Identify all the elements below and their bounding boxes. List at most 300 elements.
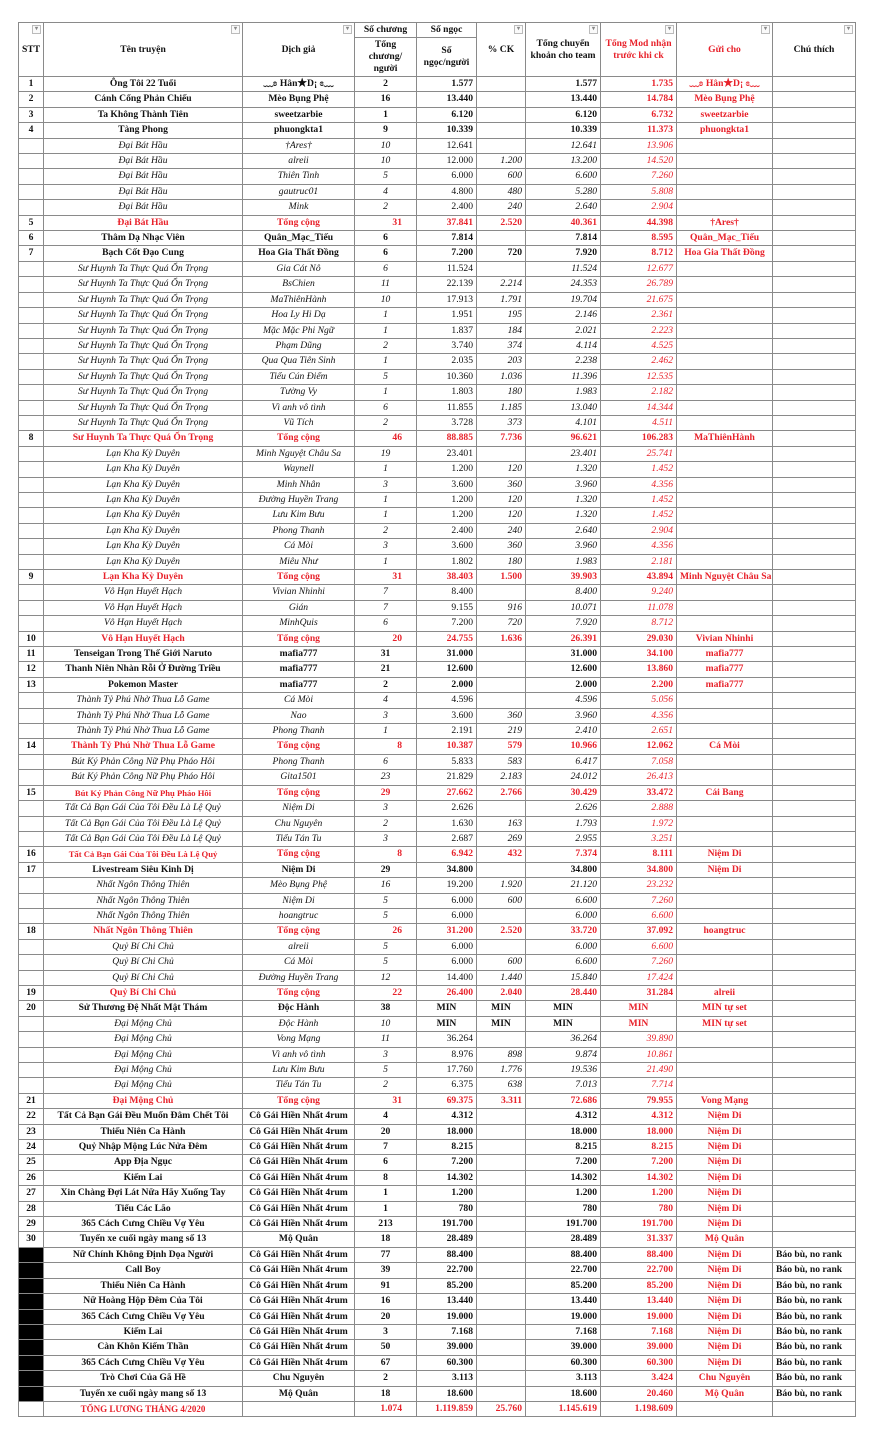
gems-cell[interactable]: 10.387 <box>417 739 477 754</box>
ck-cell[interactable] <box>477 123 526 138</box>
mod-cell[interactable]: 12.535 <box>601 369 677 384</box>
translator-cell[interactable]: Tổng cộng <box>243 1093 355 1108</box>
title-cell[interactable]: Thâm Dạ Nhạc Viên <box>44 231 243 246</box>
translator-cell[interactable]: Tổng cộng <box>243 985 355 1000</box>
mod-cell[interactable]: 34.800 <box>601 862 677 877</box>
translator-cell[interactable]: Tổng cộng <box>243 431 355 446</box>
note-cell[interactable] <box>773 1078 856 1093</box>
transfer-cell[interactable]: 24.353 <box>526 277 601 292</box>
stt-cell[interactable]: 6 <box>19 231 44 246</box>
gems-cell[interactable]: 1.577 <box>417 77 477 92</box>
chapters-cell[interactable]: 8 <box>355 847 417 862</box>
transfer-cell[interactable]: 11.396 <box>526 369 601 384</box>
gems-cell[interactable]: 11.524 <box>417 261 477 276</box>
chapters-cell[interactable]: 22 <box>355 985 417 1000</box>
mod-cell[interactable]: 106.283 <box>601 431 677 446</box>
title-cell[interactable]: Tuyến xe cuối ngày mang số 13 <box>44 1386 243 1401</box>
chapters-cell[interactable]: 20 <box>355 1309 417 1324</box>
stt-cell[interactable]: 19 <box>19 985 44 1000</box>
chapters-cell[interactable]: 1 <box>355 554 417 569</box>
mod-cell[interactable]: 26.789 <box>601 277 677 292</box>
stt-cell[interactable] <box>19 1278 44 1293</box>
translator-cell[interactable]: Tiểu Tán Tu <box>243 1078 355 1093</box>
chapters-cell[interactable]: 6 <box>355 1155 417 1170</box>
mod-cell[interactable]: 2.223 <box>601 323 677 338</box>
mod-cell[interactable]: 2.904 <box>601 523 677 538</box>
note-cell[interactable] <box>773 924 856 939</box>
translator-cell[interactable]: Độc Hành <box>243 1016 355 1031</box>
note-cell[interactable] <box>773 261 856 276</box>
ck-cell[interactable]: 163 <box>477 816 526 831</box>
table-row[interactable] <box>19 600 856 615</box>
gems-cell[interactable]: 27.662 <box>417 785 477 800</box>
note-cell[interactable] <box>773 1140 856 1155</box>
gems-cell[interactable]: 1.802 <box>417 554 477 569</box>
ck-cell[interactable]: 240 <box>477 200 526 215</box>
translator-cell[interactable]: Lưu Kim Bưu <box>243 1063 355 1078</box>
chapters-cell[interactable]: 1 <box>355 385 417 400</box>
chapters-cell[interactable]: 2 <box>355 415 417 430</box>
send-to-cell[interactable]: Niệm Di <box>677 1186 773 1201</box>
ck-cell[interactable]: 2.040 <box>477 985 526 1000</box>
send-to-cell[interactable]: sweetzarbie <box>677 107 773 122</box>
gems-cell[interactable]: 28.489 <box>417 1232 477 1247</box>
gems-cell[interactable]: 7.200 <box>417 616 477 631</box>
title-cell[interactable]: Vô Hạn Huyết Hạch <box>44 616 243 631</box>
mod-cell[interactable]: 14.302 <box>601 1170 677 1185</box>
send-to-cell[interactable] <box>677 369 773 384</box>
stt-cell[interactable] <box>19 1078 44 1093</box>
ck-cell[interactable] <box>477 1340 526 1355</box>
mod-cell[interactable]: 17.424 <box>601 970 677 985</box>
chapters-cell[interactable]: 19 <box>355 446 417 461</box>
stt-cell[interactable] <box>19 261 44 276</box>
gems-cell[interactable]: 88.885 <box>417 431 477 446</box>
ck-cell[interactable]: 1.036 <box>477 369 526 384</box>
chapters-cell[interactable]: 29 <box>355 785 417 800</box>
stt-cell[interactable] <box>19 908 44 923</box>
mod-cell[interactable]: 6.600 <box>601 908 677 923</box>
send-to-cell[interactable] <box>677 462 773 477</box>
mod-cell[interactable]: 1.972 <box>601 816 677 831</box>
send-to-cell[interactable] <box>677 831 773 846</box>
translator-cell[interactable]: Độc Hành <box>243 1001 355 1016</box>
header-send-to[interactable] <box>677 23 773 77</box>
table-row[interactable] <box>19 1217 856 1232</box>
chapters-cell[interactable]: 2 <box>355 816 417 831</box>
translator-cell[interactable] <box>243 1401 355 1416</box>
stt-cell[interactable]: 26 <box>19 1170 44 1185</box>
note-cell[interactable] <box>773 724 856 739</box>
table-row[interactable] <box>19 770 856 785</box>
mod-cell[interactable]: 13.860 <box>601 662 677 677</box>
title-cell[interactable]: Kiếm Lai <box>44 1170 243 1185</box>
ck-cell[interactable] <box>477 1170 526 1185</box>
transfer-cell[interactable]: 780 <box>526 1201 601 1216</box>
mod-cell[interactable]: 7.260 <box>601 955 677 970</box>
note-cell[interactable] <box>773 878 856 893</box>
mod-cell[interactable]: 22.700 <box>601 1263 677 1278</box>
title-cell[interactable]: Xin Chàng Đợi Lát Nữa Hãy Xuống Tay <box>44 1186 243 1201</box>
chapters-cell[interactable]: 50 <box>355 1340 417 1355</box>
mod-cell[interactable]: 29.030 <box>601 631 677 646</box>
title-cell[interactable]: Lạn Kha Kỳ Duyên <box>44 523 243 538</box>
table-row[interactable] <box>19 1309 856 1324</box>
chapters-cell[interactable]: 1 <box>355 508 417 523</box>
ck-cell[interactable]: 916 <box>477 600 526 615</box>
gems-cell[interactable]: 22.700 <box>417 1263 477 1278</box>
send-to-cell[interactable]: Niệm Di <box>677 1309 773 1324</box>
stt-cell[interactable]: 28 <box>19 1201 44 1216</box>
chapters-cell[interactable]: 4 <box>355 1109 417 1124</box>
table-row[interactable] <box>19 662 856 677</box>
translator-cell[interactable]: Cá Mòi <box>243 539 355 554</box>
transfer-cell[interactable]: 2.000 <box>526 677 601 692</box>
translator-cell[interactable]: Phong Thanh <box>243 754 355 769</box>
mod-cell[interactable]: 1.735 <box>601 77 677 92</box>
filter-dropdown-icon[interactable]: ▾ <box>761 25 770 34</box>
stt-cell[interactable]: 27 <box>19 1186 44 1201</box>
ck-cell[interactable]: 1.920 <box>477 878 526 893</box>
stt-cell[interactable]: 23 <box>19 1124 44 1139</box>
chapters-cell[interactable]: 29 <box>355 862 417 877</box>
send-to-cell[interactable] <box>677 523 773 538</box>
stt-cell[interactable] <box>19 508 44 523</box>
chapters-cell[interactable]: 6 <box>355 231 417 246</box>
stt-cell[interactable]: 1 <box>19 77 44 92</box>
title-cell[interactable]: Pokemon Master <box>44 677 243 692</box>
send-to-cell[interactable] <box>677 1078 773 1093</box>
chapters-cell[interactable]: 77 <box>355 1247 417 1262</box>
table-row[interactable] <box>19 1186 856 1201</box>
ck-cell[interactable]: 2.766 <box>477 785 526 800</box>
gems-cell[interactable]: 10.360 <box>417 369 477 384</box>
gems-cell[interactable]: 7.168 <box>417 1324 477 1339</box>
translator-cell[interactable]: Phong Thanh <box>243 523 355 538</box>
chapters-cell[interactable]: 5 <box>355 908 417 923</box>
mod-cell[interactable]: 13.906 <box>601 138 677 153</box>
chapters-cell[interactable]: 4 <box>355 184 417 199</box>
gems-cell[interactable]: 14.400 <box>417 970 477 985</box>
chapters-cell[interactable]: 16 <box>355 92 417 107</box>
table-row[interactable] <box>19 739 856 754</box>
title-cell[interactable]: Sử Thương Đệ Nhất Mật Thám <box>44 1001 243 1016</box>
stt-cell[interactable]: 2 <box>19 92 44 107</box>
gems-cell[interactable]: 1.951 <box>417 308 477 323</box>
transfer-cell[interactable]: 21.120 <box>526 878 601 893</box>
transfer-cell[interactable]: 1.145.619 <box>526 1401 601 1416</box>
transfer-cell[interactable]: 2.640 <box>526 200 601 215</box>
send-to-cell[interactable] <box>677 801 773 816</box>
chapters-cell[interactable]: 2 <box>355 1078 417 1093</box>
title-cell[interactable]: Lạn Kha Kỳ Duyên <box>44 508 243 523</box>
transfer-cell[interactable]: MIN <box>526 1016 601 1031</box>
note-cell[interactable] <box>773 1186 856 1201</box>
stt-cell[interactable]: 30 <box>19 1232 44 1247</box>
stt-cell[interactable]: 21 <box>19 1093 44 1108</box>
ck-cell[interactable]: 373 <box>477 415 526 430</box>
ck-cell[interactable]: 583 <box>477 754 526 769</box>
chapters-cell[interactable]: 6 <box>355 400 417 415</box>
ck-cell[interactable]: 898 <box>477 1047 526 1062</box>
stt-cell[interactable] <box>19 939 44 954</box>
mod-cell[interactable]: 4.356 <box>601 539 677 554</box>
header-total-transfer[interactable] <box>526 23 601 77</box>
mod-cell[interactable]: 1.452 <box>601 508 677 523</box>
ck-cell[interactable] <box>477 1186 526 1201</box>
chapters-cell[interactable]: 1 <box>355 1201 417 1216</box>
stt-cell[interactable] <box>19 385 44 400</box>
table-row[interactable] <box>19 200 856 215</box>
send-to-cell[interactable] <box>677 939 773 954</box>
note-cell[interactable] <box>773 492 856 507</box>
table-row[interactable] <box>19 1170 856 1185</box>
mod-cell[interactable]: 8.712 <box>601 246 677 261</box>
note-cell[interactable] <box>773 138 856 153</box>
translator-cell[interactable]: Cô Gái Hiền Nhất 4rum <box>243 1124 355 1139</box>
table-row[interactable] <box>19 970 856 985</box>
send-to-cell[interactable] <box>677 354 773 369</box>
chapters-cell[interactable]: 4 <box>355 693 417 708</box>
send-to-cell[interactable]: alreii <box>677 985 773 1000</box>
transfer-cell[interactable]: 6.120 <box>526 107 601 122</box>
note-cell[interactable] <box>773 523 856 538</box>
table-row[interactable] <box>19 847 856 862</box>
note-cell[interactable] <box>773 1170 856 1185</box>
chapters-cell[interactable]: 7 <box>355 1140 417 1155</box>
chapters-cell[interactable]: 20 <box>355 631 417 646</box>
mod-cell[interactable]: 5.056 <box>601 693 677 708</box>
translator-cell[interactable]: Hoa Gia Thất Đồng <box>243 246 355 261</box>
send-to-cell[interactable] <box>677 277 773 292</box>
stt-cell[interactable] <box>19 323 44 338</box>
mod-cell[interactable]: 4.525 <box>601 338 677 353</box>
gems-cell[interactable]: 1.803 <box>417 385 477 400</box>
mod-cell[interactable]: 10.861 <box>601 1047 677 1062</box>
chapters-cell[interactable]: 2 <box>355 77 417 92</box>
translator-cell[interactable]: alreii <box>243 939 355 954</box>
table-row[interactable] <box>19 1355 856 1370</box>
ck-cell[interactable]: 1.776 <box>477 1063 526 1078</box>
send-to-cell[interactable] <box>677 693 773 708</box>
gems-cell[interactable]: MIN <box>417 1016 477 1031</box>
ck-cell[interactable] <box>477 693 526 708</box>
transfer-cell[interactable]: 31.000 <box>526 647 601 662</box>
translator-cell[interactable]: Vì anh vô tình <box>243 1047 355 1062</box>
stt-cell[interactable]: 11 <box>19 647 44 662</box>
mod-cell[interactable]: 2.182 <box>601 385 677 400</box>
send-to-cell[interactable]: mafia777 <box>677 647 773 662</box>
stt-cell[interactable] <box>19 1371 44 1386</box>
note-cell[interactable] <box>773 647 856 662</box>
table-row[interactable] <box>19 785 856 800</box>
send-to-cell[interactable] <box>677 724 773 739</box>
ck-cell[interactable] <box>477 77 526 92</box>
stt-cell[interactable] <box>19 1016 44 1031</box>
ck-cell[interactable]: 269 <box>477 831 526 846</box>
title-cell[interactable]: Nhất Ngôn Thông Thiên <box>44 924 243 939</box>
ck-cell[interactable]: 7.736 <box>477 431 526 446</box>
translator-cell[interactable]: mafia777 <box>243 677 355 692</box>
send-to-cell[interactable]: Vivian Nhinhi <box>677 631 773 646</box>
stt-cell[interactable] <box>19 462 44 477</box>
stt-cell[interactable]: 8 <box>19 431 44 446</box>
mod-cell[interactable]: 21.490 <box>601 1063 677 1078</box>
title-cell[interactable]: Sư Huynh Ta Thực Quá Ổn Trọng <box>44 292 243 307</box>
title-cell[interactable]: Đại Bát Hầu <box>44 215 243 230</box>
ck-cell[interactable]: 2.214 <box>477 277 526 292</box>
stt-cell[interactable] <box>19 446 44 461</box>
transfer-cell[interactable]: 33.720 <box>526 924 601 939</box>
title-cell[interactable]: Lạn Kha Kỳ Duyên <box>44 477 243 492</box>
send-to-cell[interactable] <box>677 600 773 615</box>
gems-cell[interactable]: 17.913 <box>417 292 477 307</box>
send-to-cell[interactable] <box>677 169 773 184</box>
transfer-cell[interactable]: 2.640 <box>526 523 601 538</box>
ck-cell[interactable]: 1.440 <box>477 970 526 985</box>
mod-cell[interactable]: 7.058 <box>601 754 677 769</box>
send-to-cell[interactable] <box>677 1063 773 1078</box>
stt-cell[interactable] <box>19 415 44 430</box>
transfer-cell[interactable]: 1.320 <box>526 508 601 523</box>
chapters-cell[interactable]: 10 <box>355 138 417 153</box>
table-row[interactable] <box>19 1401 856 1416</box>
transfer-cell[interactable]: 60.300 <box>526 1355 601 1370</box>
ck-cell[interactable]: 195 <box>477 308 526 323</box>
gems-cell[interactable]: 22.139 <box>417 277 477 292</box>
title-cell[interactable]: Sư Huynh Ta Thực Quá Ổn Trọng <box>44 400 243 415</box>
translator-cell[interactable]: Niệm Di <box>243 862 355 877</box>
table-row[interactable] <box>19 523 856 538</box>
transfer-cell[interactable]: 34.800 <box>526 862 601 877</box>
gems-cell[interactable]: 3.740 <box>417 338 477 353</box>
note-cell[interactable] <box>773 338 856 353</box>
mod-cell[interactable]: 18.000 <box>601 1124 677 1139</box>
transfer-cell[interactable]: 1.793 <box>526 816 601 831</box>
table-row[interactable] <box>19 1155 856 1170</box>
send-to-cell[interactable]: Cá Mòi <box>677 739 773 754</box>
title-cell[interactable]: Call Boy <box>44 1263 243 1278</box>
translator-cell[interactable]: Cô Gái Hiền Nhất 4rum <box>243 1340 355 1355</box>
send-to-cell[interactable]: mafia777 <box>677 677 773 692</box>
title-cell[interactable]: Tất Cả Bạn Gái Của Tôi Đều Là Lệ Quỷ <box>44 816 243 831</box>
title-cell[interactable]: Lạn Kha Kỳ Duyên <box>44 554 243 569</box>
gems-cell[interactable]: 18.600 <box>417 1386 477 1401</box>
transfer-cell[interactable]: 19.536 <box>526 1063 601 1078</box>
note-cell[interactable] <box>773 508 856 523</box>
translator-cell[interactable]: sweetzarbie <box>243 107 355 122</box>
stt-cell[interactable] <box>19 893 44 908</box>
gems-cell[interactable]: 1.200 <box>417 1186 477 1201</box>
mod-cell[interactable]: 14.344 <box>601 400 677 415</box>
title-cell[interactable]: Đại Mộng Chủ <box>44 1078 243 1093</box>
gems-cell[interactable]: 12.000 <box>417 154 477 169</box>
table-row[interactable] <box>19 415 856 430</box>
gems-cell[interactable]: 1.630 <box>417 816 477 831</box>
mod-cell[interactable]: 8.215 <box>601 1140 677 1155</box>
note-cell[interactable] <box>773 708 856 723</box>
translator-cell[interactable]: †Ares† <box>243 138 355 153</box>
send-to-cell[interactable] <box>677 323 773 338</box>
stt-cell[interactable] <box>19 492 44 507</box>
table-row[interactable] <box>19 631 856 646</box>
note-cell[interactable]: Báo bù, no rank <box>773 1371 856 1386</box>
gems-cell[interactable]: 780 <box>417 1201 477 1216</box>
translator-cell[interactable]: Gia Cát Nô <box>243 261 355 276</box>
table-row[interactable] <box>19 647 856 662</box>
note-cell[interactable] <box>773 600 856 615</box>
translator-cell[interactable]: Đường Huyền Trang <box>243 970 355 985</box>
gems-cell[interactable]: 191.700 <box>417 1217 477 1232</box>
gems-cell[interactable]: 2.400 <box>417 523 477 538</box>
transfer-cell[interactable]: 6.600 <box>526 169 601 184</box>
translator-cell[interactable]: ﹏ʚ Hân★D¡ ɞ﹏ <box>243 77 355 92</box>
send-to-cell[interactable] <box>677 955 773 970</box>
ck-cell[interactable]: 720 <box>477 616 526 631</box>
ck-cell[interactable] <box>477 107 526 122</box>
translator-cell[interactable]: Mèo Bụng Phệ <box>243 878 355 893</box>
send-to-cell[interactable]: Niệm Di <box>677 1170 773 1185</box>
mod-cell[interactable]: 6.732 <box>601 107 677 122</box>
stt-cell[interactable]: 22 <box>19 1109 44 1124</box>
transfer-cell[interactable]: 23.401 <box>526 446 601 461</box>
translator-cell[interactable]: Phong Thanh <box>243 724 355 739</box>
table-row[interactable] <box>19 107 856 122</box>
note-cell[interactable] <box>773 862 856 877</box>
gems-cell[interactable]: 1.200 <box>417 508 477 523</box>
title-cell[interactable]: Kiếm Lai <box>44 1324 243 1339</box>
gems-cell[interactable]: 2.191 <box>417 724 477 739</box>
translator-cell[interactable]: Nao <box>243 708 355 723</box>
table-row[interactable] <box>19 1078 856 1093</box>
transfer-cell[interactable]: 26.391 <box>526 631 601 646</box>
table-row[interactable] <box>19 1140 856 1155</box>
table-row[interactable] <box>19 354 856 369</box>
translator-cell[interactable]: Cá Mòi <box>243 693 355 708</box>
transfer-cell[interactable]: 6.000 <box>526 908 601 923</box>
stt-cell[interactable] <box>19 1263 44 1278</box>
translator-cell[interactable]: alreii <box>243 154 355 169</box>
translator-cell[interactable]: Cô Gái Hiền Nhất 4rum <box>243 1324 355 1339</box>
transfer-cell[interactable]: 22.700 <box>526 1263 601 1278</box>
transfer-cell[interactable]: 2.146 <box>526 308 601 323</box>
send-to-cell[interactable] <box>677 878 773 893</box>
table-row[interactable] <box>19 1247 856 1262</box>
ck-cell[interactable] <box>477 92 526 107</box>
stt-cell[interactable] <box>19 724 44 739</box>
send-to-cell[interactable]: Niệm Di <box>677 1217 773 1232</box>
title-cell[interactable]: Tất Cả Bạn Gái Của Tôi Đều Là Lệ Quỷ <box>44 801 243 816</box>
chapters-cell[interactable]: 2 <box>355 677 417 692</box>
translator-cell[interactable]: MinhQuis <box>243 616 355 631</box>
table-row[interactable] <box>19 554 856 569</box>
table-row[interactable] <box>19 754 856 769</box>
translator-cell[interactable]: mafia777 <box>243 647 355 662</box>
ck-cell[interactable] <box>477 231 526 246</box>
ck-cell[interactable]: 432 <box>477 847 526 862</box>
note-cell[interactable] <box>773 570 856 585</box>
gems-cell[interactable]: 6.120 <box>417 107 477 122</box>
send-to-cell[interactable]: Hoa Gia Thất Đồng <box>677 246 773 261</box>
transfer-cell[interactable]: 12.600 <box>526 662 601 677</box>
chapters-cell[interactable]: 5 <box>355 369 417 384</box>
title-cell[interactable]: Đại Bát Hầu <box>44 138 243 153</box>
chapters-cell[interactable]: 10 <box>355 1016 417 1031</box>
send-to-cell[interactable]: Mộ Quân <box>677 1232 773 1247</box>
ck-cell[interactable]: 203 <box>477 354 526 369</box>
transfer-cell[interactable]: 24.012 <box>526 770 601 785</box>
gems-cell[interactable]: 5.833 <box>417 754 477 769</box>
